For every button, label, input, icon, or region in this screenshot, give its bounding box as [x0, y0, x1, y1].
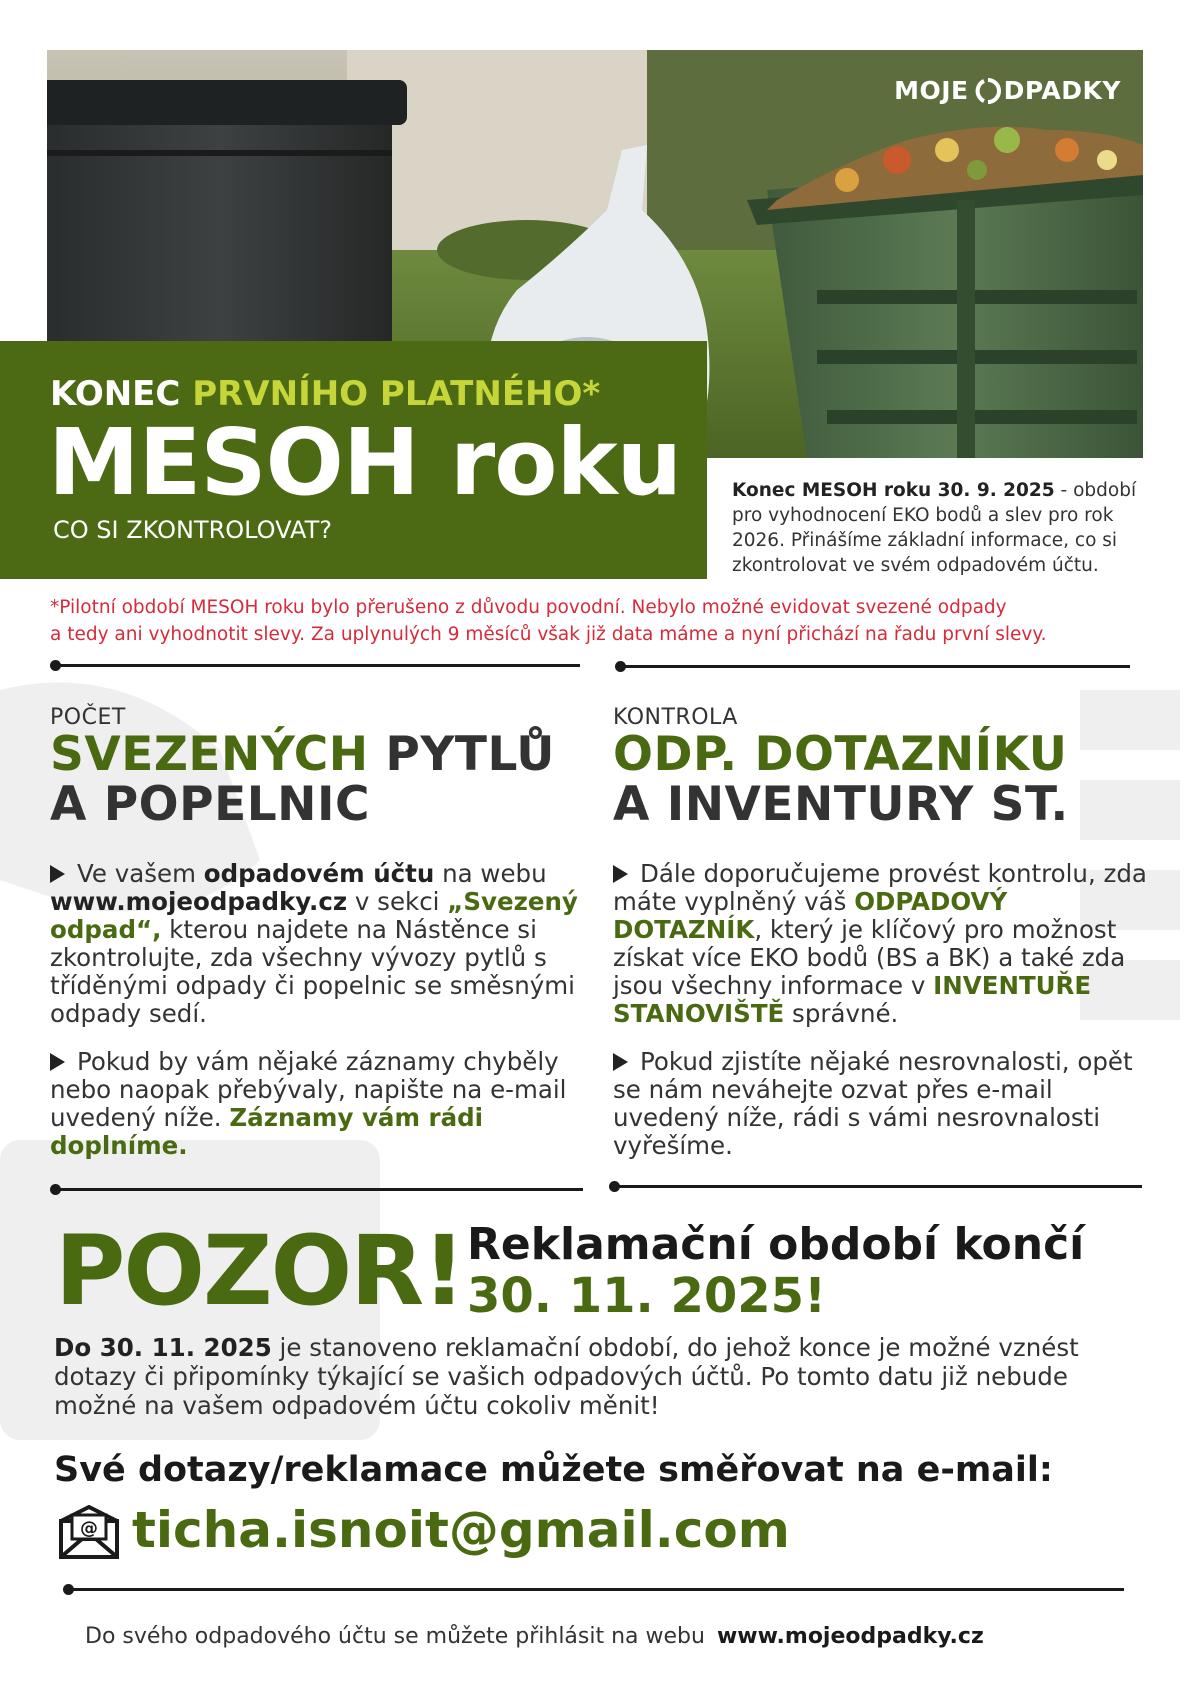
text: Pokud by vám nějaké záznamy chyběly nebo naopak přebývaly, napište na e-mail uvedený níže. [50, 1047, 567, 1132]
divider-right-middle [612, 1185, 1142, 1188]
logo-text-dpadky: DPADKY [1003, 76, 1121, 105]
pilot-note-line-2: a tedy ani vyhodnotit slevy. Za uplynulých 9 měsíců však již data máme a nyní přichází na řadu první slevy. [50, 624, 1047, 645]
logo-recycle-icon [975, 78, 1001, 104]
reklamace-body-bold: Do 30. 11. 2025 [54, 1333, 272, 1362]
right-heading-dark: A INVENTURY ST. [613, 777, 1069, 832]
bold-text: odpadovém účtu [203, 859, 435, 888]
title-line-1 [50, 374, 600, 414]
footer-text: Do svého odpadového účtu se můžete přihlásit na webu [85, 1624, 705, 1649]
text: , který je klíčový pro možnost získat více EKO bodů (BS a BK) a také zda jsou všechny informace v [613, 915, 1126, 1000]
title-main: MESOH roku [48, 409, 682, 516]
contact-email-link[interactable]: ticha.isnoit@gmail.com [132, 1501, 790, 1559]
title-konec: KONEC [50, 374, 181, 414]
reklamace-body-rest: je stanoveno reklamační období, do jehož konce je možné vznést dotazy či připomínky týkající se vašich odpadových účtů. Po tomto datu již nebude možné na vašem odpadovém účtu cokoliv měnit! [54, 1333, 1079, 1420]
title-box [0, 341, 707, 579]
left-heading-dark-1: PYTLŮ [368, 727, 555, 782]
website-link[interactable]: www.mojeodpadky.cz [50, 887, 348, 916]
svg-text:@: @ [80, 1518, 98, 1539]
text: Pokud zjistíte nějaké nesrovnalosti, opět se nám neváhejte ozvat přes e-mail uvedený níže, rádi s vámi nesrovnalosti vyřešíme. [613, 1047, 1133, 1160]
right-kicker: KONTROLA [613, 705, 738, 730]
intro-bold: Konec MESOH roku 30. 9. 2025 [732, 480, 1055, 501]
left-heading-green: SVEZENÝCH [50, 727, 369, 782]
text: Ve vašem [77, 859, 204, 888]
title-subtitle: CO SI ZKONTROLOVAT? [53, 516, 332, 544]
footer-website-link[interactable]: www.mojeodpadky.cz [716, 1624, 984, 1649]
left-paragraph-1 [50, 860, 590, 1028]
left-heading [50, 727, 590, 832]
title-prvniho: PRVNÍHO PLATNÉHO* [192, 374, 601, 414]
text: v sekci [347, 887, 448, 916]
right-heading-green: ODP. DOTAZNÍKU [613, 727, 1068, 782]
right-column [613, 705, 1158, 1180]
text: Dále doporučujeme provést kontrolu, zda máte vyplněný váš [613, 859, 1147, 916]
right-paragraph-1 [613, 860, 1158, 1028]
text: na webu [434, 859, 547, 888]
right-paragraph-2 [613, 1048, 1158, 1160]
left-body [50, 860, 590, 1160]
left-heading-dark-2: A POPELNIC [50, 777, 370, 832]
intro-rest: - období pro vyhodnocení EKO bodů a slev pro rok 2026. Přinášíme základní informace, co si zkontrolovat ve svém odpadovém účtu. [732, 480, 1137, 576]
text: kterou najdete na Nástěnce si zkontrolujte, zda všechny vývozy pytlů s tříděnými odpady či popelnic se směsnými odpady sedí. [50, 915, 575, 1028]
left-kicker: POČET [50, 705, 126, 730]
right-heading [613, 727, 1158, 832]
green-bold-text: „Svezený odpad“, [50, 887, 578, 944]
right-body [613, 860, 1158, 1160]
contact-lead: Své dotazy/reklamace můžete směřovat na e-mail: [54, 1450, 1053, 1490]
email-envelope-icon [58, 1505, 120, 1559]
pozor-heading: POZOR! [55, 1215, 464, 1327]
divider-left-middle [53, 1188, 583, 1191]
reklamace-body [54, 1333, 1154, 1420]
intro-text [732, 478, 1152, 578]
divider-bottom [66, 1588, 1124, 1591]
arrow-bullet-icon [613, 865, 628, 883]
text: správné. [784, 999, 899, 1028]
divider-left-top [53, 664, 580, 667]
logo-text-moje: MOJE [894, 76, 969, 105]
arrow-bullet-icon [50, 1053, 65, 1071]
arrow-bullet-icon [50, 865, 65, 883]
green-bold-text: ODPADOVÝ DOTAZNÍK [613, 887, 1008, 944]
reklamace-heading: Reklamační období končí [467, 1219, 1085, 1270]
pilot-note-line-1: *Pilotní období MESOH roku bylo přerušeno z důvodu povodní. Nebylo možné evidovat svezené odpady [50, 597, 1007, 618]
divider-right-top [618, 665, 1130, 668]
arrow-bullet-icon [613, 1053, 628, 1071]
footer [85, 1624, 984, 1649]
left-paragraph-2 [50, 1048, 590, 1160]
pilot-note [50, 594, 1150, 648]
reklamace-date: 30. 11. 2025! [467, 1268, 826, 1324]
left-column [50, 705, 590, 1180]
green-bold-text: INVENTUŘE STANOVIŠTĚ [613, 971, 1092, 1028]
mojeodpadky-logo [894, 76, 1121, 105]
green-bold-text: Záznamy vám rádi doplníme. [50, 1103, 484, 1160]
